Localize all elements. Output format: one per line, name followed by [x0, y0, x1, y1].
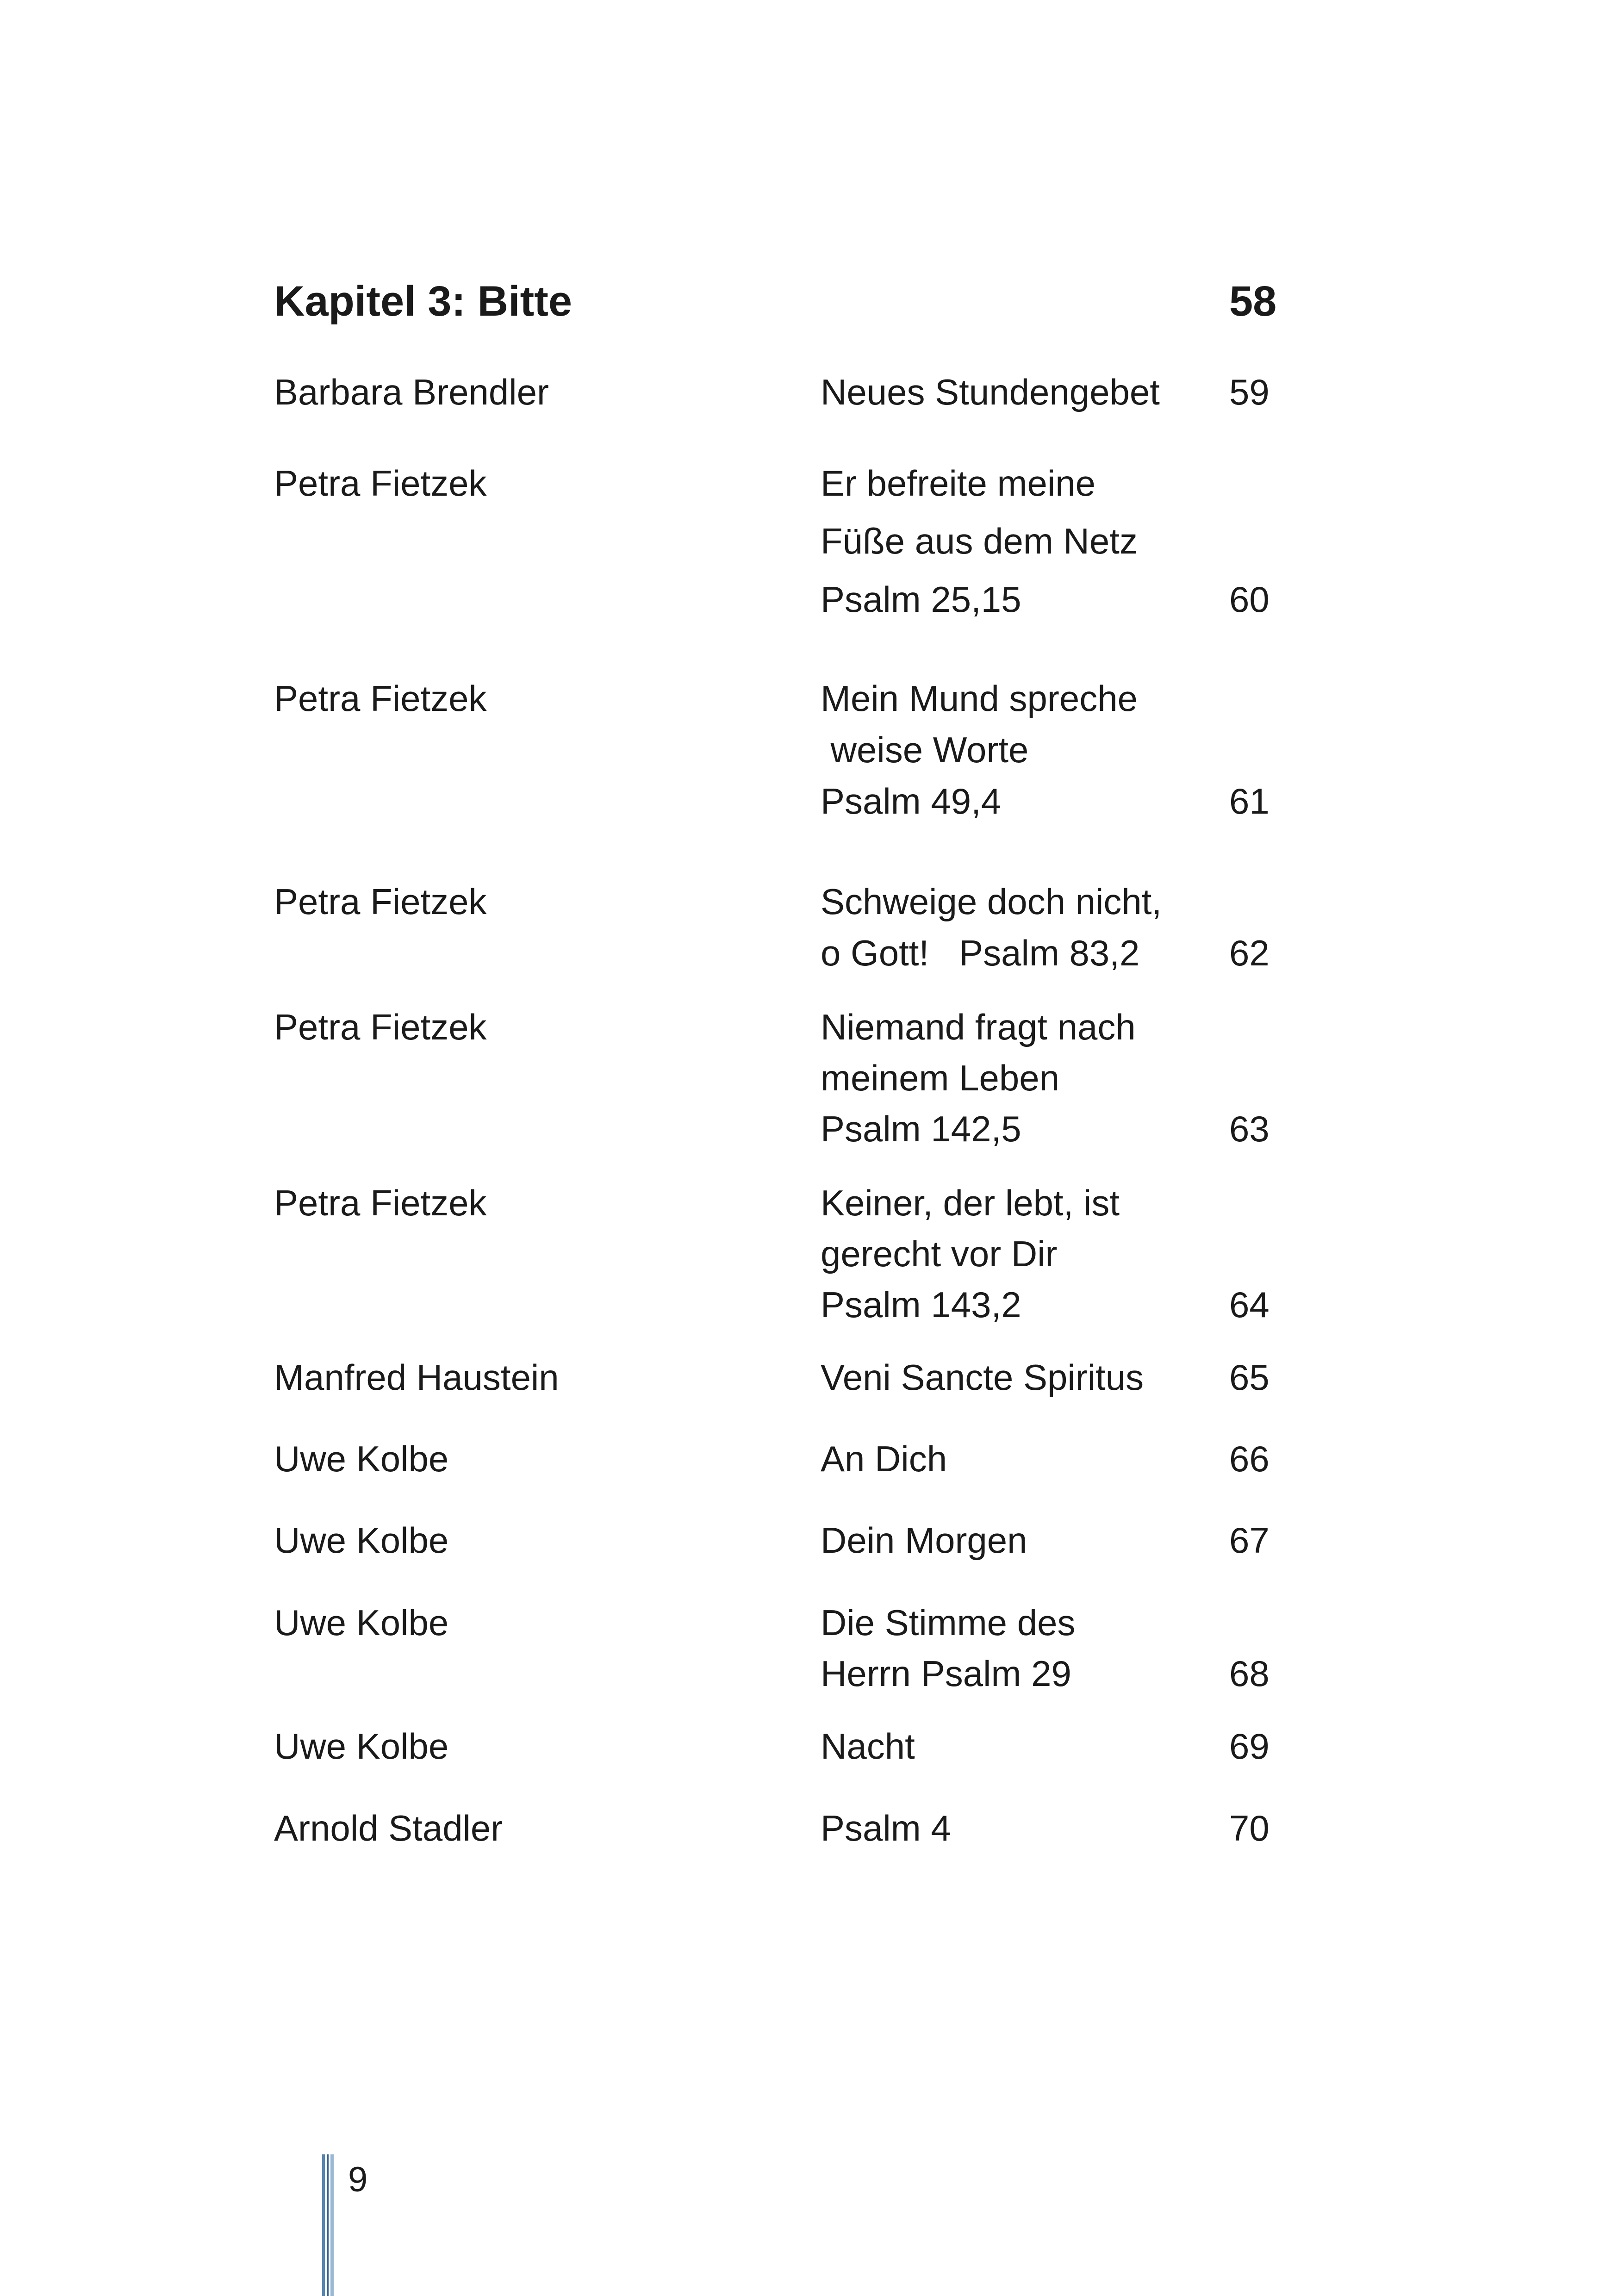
entry-page-number: 61: [1229, 781, 1270, 821]
entry-author: Uwe Kolbe: [274, 1602, 449, 1643]
entry-title-line: Psalm 4: [821, 1808, 951, 1848]
entry-page-number: 64: [1229, 1284, 1270, 1325]
entry-author: Uwe Kolbe: [274, 1520, 449, 1561]
entry-author: Petra Fietzek: [274, 1182, 487, 1223]
entry-page-number: 70: [1229, 1808, 1270, 1848]
entry-title-line: Dein Morgen: [821, 1520, 1027, 1561]
entry-title-line: Füße aus dem Netz: [821, 521, 1138, 561]
entry-title-line: Keiner, der lebt, ist: [821, 1182, 1120, 1223]
footer-bar: [330, 2154, 334, 2296]
footer-bar: [327, 2154, 329, 2296]
entry-author: Barbara Brendler: [274, 372, 549, 412]
entry-page-number: 65: [1229, 1357, 1270, 1398]
entry-title-line: Psalm 142,5: [821, 1108, 1021, 1149]
entry-page-number: 66: [1229, 1438, 1270, 1479]
entry-author: Petra Fietzek: [274, 881, 487, 922]
entry-title-line: Die Stimme des: [821, 1602, 1076, 1643]
entry-title-line: Psalm 49,4: [821, 781, 1002, 821]
entry-author: Manfred Haustein: [274, 1357, 559, 1398]
entry-title-line: o Gott! Psalm 83,2: [821, 933, 1140, 973]
entry-title-line: An Dich: [821, 1438, 947, 1479]
entry-title-line: weise Worte: [821, 729, 1029, 770]
entry-title-line: Herrn Psalm 29: [821, 1653, 1071, 1694]
entry-page-number: 63: [1229, 1108, 1270, 1149]
entry-title-line: Psalm 143,2: [821, 1284, 1021, 1325]
entry-page-number: 69: [1229, 1726, 1270, 1767]
entry-page-number: 60: [1229, 579, 1270, 620]
entry-title-line: Veni Sancte Spiritus: [821, 1357, 1144, 1398]
footer-decorative-bars: [322, 2154, 334, 2296]
entry-author: Petra Fietzek: [274, 463, 487, 504]
entry-page-number: 68: [1229, 1653, 1270, 1694]
entry-author: Uwe Kolbe: [274, 1726, 449, 1767]
entry-author: Uwe Kolbe: [274, 1438, 449, 1479]
footer-page-number: 9: [348, 2160, 368, 2199]
entry-title-line: Er befreite meine: [821, 463, 1095, 504]
entry-title-line: Psalm 25,15: [821, 579, 1021, 620]
entry-title-line: gerecht vor Dir: [821, 1233, 1058, 1274]
entry-author: Petra Fietzek: [274, 1007, 487, 1047]
chapter-title: Kapitel 3: Bitte: [274, 278, 573, 325]
entry-page-number: 59: [1229, 372, 1270, 412]
footer-bar: [322, 2154, 325, 2296]
chapter-page-number: 58: [1229, 278, 1277, 325]
entry-page-number: 62: [1229, 933, 1270, 973]
entry-title-line: Mein Mund spreche: [821, 678, 1138, 719]
entry-title-line: Niemand fragt nach: [821, 1007, 1136, 1047]
entry-author: Petra Fietzek: [274, 678, 487, 719]
entry-title-line: Neues Stundengebet: [821, 372, 1160, 412]
entry-author: Arnold Stadler: [274, 1808, 503, 1848]
entry-page-number: 67: [1229, 1520, 1270, 1561]
entry-title-line: Nacht: [821, 1726, 915, 1767]
entry-title-line: meinem Leben: [821, 1058, 1059, 1098]
entry-title-line: Schweige doch nicht,: [821, 881, 1162, 922]
